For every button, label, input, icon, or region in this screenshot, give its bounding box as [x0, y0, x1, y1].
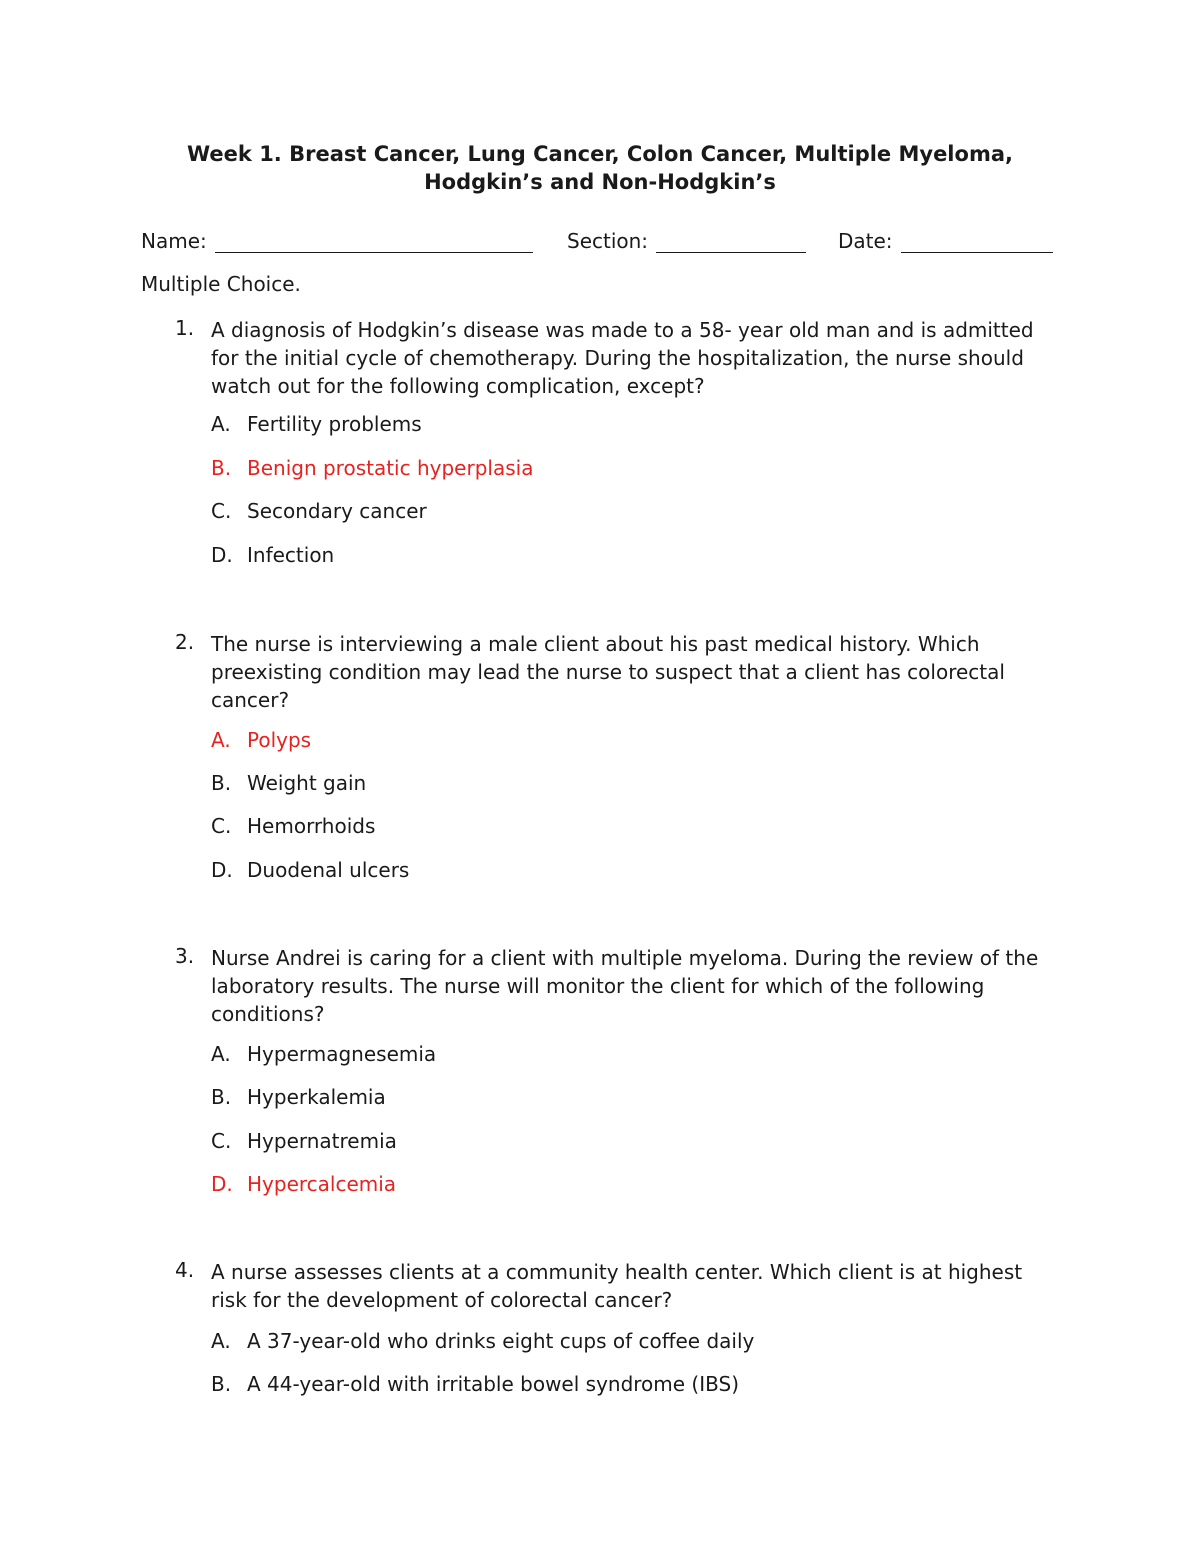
option-1a — [211, 412, 422, 436]
option-2b — [211, 771, 366, 795]
option-letter: B. — [211, 771, 232, 795]
option-letter: A. — [211, 1329, 231, 1353]
name-label: Name: — [141, 229, 207, 253]
section-blank-line — [656, 228, 806, 253]
option-text: A 37-year-old who drinks eight cups of coffee daily — [247, 1329, 755, 1353]
question-text: The nurse is interviewing a male client about his past medical history. Which preexisting condition may lead the nurse to suspect that a client has colorectal cancer? — [211, 632, 1005, 712]
section-field — [567, 228, 806, 253]
question-text: A diagnosis of Hodgkin’s disease was made to a 58- year old man and is admitted for the initial cycle of chemotherapy. During the hospitalization, the nurse should watch out for the following complication, except? — [211, 318, 1034, 398]
option-4a — [211, 1329, 754, 1353]
option-letter: D. — [211, 543, 233, 567]
option-2d — [211, 858, 409, 882]
name-blank-line — [215, 228, 533, 253]
option-text: A 44-year-old with irritable bowel syndrome (IBS) — [247, 1372, 740, 1396]
option-text: Infection — [247, 543, 335, 567]
date-field — [838, 228, 1053, 253]
option-text: Hypernatremia — [247, 1129, 397, 1153]
option-letter: C. — [211, 814, 232, 838]
option-text: Weight gain — [247, 771, 367, 795]
option-letter: A. — [211, 1042, 231, 1066]
option-1d — [211, 543, 334, 567]
option-letter: B. — [211, 456, 232, 480]
option-2c — [211, 814, 375, 838]
question-1 — [141, 316, 1061, 567]
question-text: Nurse Andrei is caring for a client with multiple myeloma. During the review of the laboratory results. The nurse will monitor the client for which of the following conditions? — [211, 946, 1039, 1026]
option-4b — [211, 1372, 739, 1396]
option-1c — [211, 499, 427, 523]
option-text: Benign prostatic hyperplasia — [247, 456, 534, 480]
option-text: Hyperkalemia — [247, 1085, 386, 1109]
title-line-2: Hodgkin’s and Non-Hodgkin’s — [424, 170, 776, 194]
question-text: A nurse assesses clients at a community health center. Which client is at highest risk for the development of colorectal cancer? — [211, 1260, 1023, 1312]
option-letter: D. — [211, 1172, 233, 1196]
question-number: 2. — [175, 630, 195, 654]
page-title — [100, 140, 1100, 196]
option-1b-correct — [211, 456, 533, 480]
option-text: Fertility problems — [247, 412, 422, 436]
section-heading: Multiple Choice. — [141, 272, 301, 296]
option-text: Hemorrhoids — [247, 814, 376, 838]
question-2 — [141, 630, 1061, 882]
option-text: Polyps — [247, 728, 312, 752]
option-letter: D. — [211, 858, 233, 882]
option-letter: A. — [211, 412, 231, 436]
option-text: Hypercalcemia — [247, 1172, 397, 1196]
option-3c — [211, 1129, 397, 1153]
option-3d-correct — [211, 1172, 396, 1196]
title-line-1: Week 1. Breast Cancer, Lung Cancer, Colon Cancer, Multiple Myeloma, — [187, 142, 1013, 166]
option-letter: C. — [211, 1129, 232, 1153]
option-letter: A. — [211, 728, 231, 752]
question-number: 1. — [175, 316, 195, 340]
option-letter: B. — [211, 1085, 232, 1109]
student-info-row — [141, 228, 1059, 260]
name-field — [141, 228, 533, 253]
date-label: Date: — [838, 229, 893, 253]
date-blank-line — [901, 228, 1053, 253]
section-label: Section: — [567, 229, 649, 253]
option-3b — [211, 1085, 386, 1109]
option-letter: C. — [211, 499, 232, 523]
question-number: 3. — [175, 944, 195, 968]
option-text: Hypermagnesemia — [247, 1042, 437, 1066]
option-text: Duodenal ulcers — [247, 858, 410, 882]
option-text: Secondary cancer — [247, 499, 427, 523]
option-2a-correct — [211, 728, 311, 752]
question-4 — [141, 1258, 1061, 1396]
question-3 — [141, 944, 1061, 1196]
question-number: 4. — [175, 1258, 195, 1282]
option-letter: B. — [211, 1372, 232, 1396]
option-3a — [211, 1042, 436, 1066]
